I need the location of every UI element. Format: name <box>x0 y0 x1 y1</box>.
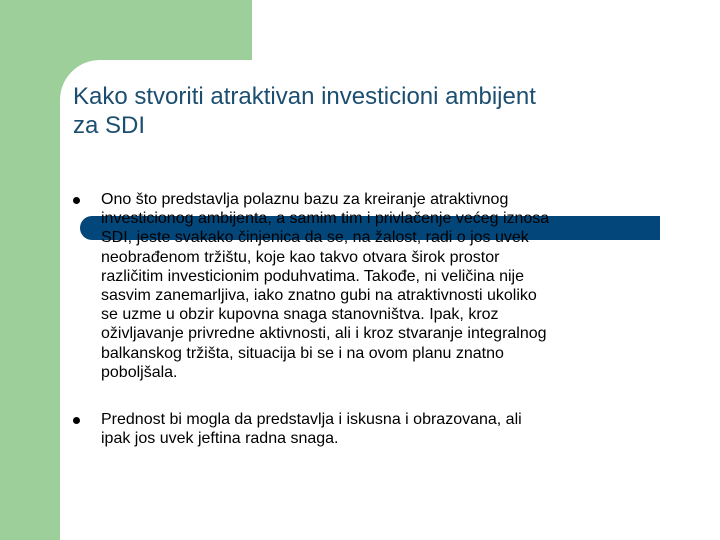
bullet-line: ipak jos uvek jeftina radna snaga. <box>101 430 339 448</box>
bullet-line: neobrađenom tržištu, koje kao takvo otvara širok prostor <box>101 248 500 266</box>
bullet-dot-icon <box>73 197 80 204</box>
bullet-dot-icon <box>73 417 80 424</box>
bullet-item-local-market <box>72 190 672 382</box>
bullet-line: investicionog ambijenta, a samim tim i privlačenje većeg iznosa <box>101 210 550 228</box>
bullet-list <box>72 190 672 448</box>
bullet-line: balkanskog tržišta, situacija bi se i na ovom planu znatno <box>101 344 504 362</box>
bullet-item-labor-force <box>72 410 672 448</box>
title-line: Kako stvoriti atraktivan investicioni ambijent <box>73 83 536 110</box>
bullet-line: Prednost bi mogla da predstavlja i iskusna i obrazovana, ali <box>101 411 522 429</box>
bullet-line: se uzme u obzir kupovna snaga stanovništva. Ipak, kroz <box>101 306 499 324</box>
bullet-line: SDI, jeste svakako činjenica da se, na žalost, radi o jos uvek <box>101 229 529 247</box>
title-line: za SDI <box>73 112 146 139</box>
slide-title <box>73 82 693 140</box>
bullet-line: različitim investicionim poduhvatima. Takođe, ni veličina nije <box>101 267 525 285</box>
bullet-line: poboljšala. <box>101 363 178 381</box>
bullet-line: sasvim zanemarljiva, iako znatno gubi na atraktivnosti ukoliko <box>101 287 537 305</box>
bullet-line: oživljavanje privredne aktivnosti, ali i kroz stvaranje integralnog <box>101 325 547 343</box>
bullet-line: Ono što predstavlja polaznu bazu za kreiranje atraktivnog <box>101 191 509 208</box>
